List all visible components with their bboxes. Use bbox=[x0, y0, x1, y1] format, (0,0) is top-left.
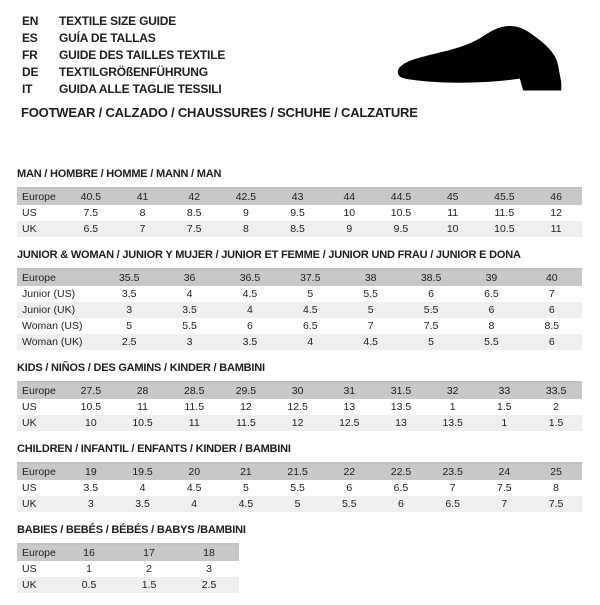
table-row bbox=[17, 302, 582, 318]
size-cell: 6.5 bbox=[83, 223, 99, 235]
size-cell: 5 bbox=[242, 482, 249, 494]
size-cell: 3 bbox=[126, 304, 133, 316]
size-cell: 7.5 bbox=[548, 498, 564, 510]
size-cell: 4.5 bbox=[363, 336, 378, 348]
size-cell: 9 bbox=[242, 207, 249, 219]
table-row bbox=[17, 205, 582, 221]
size-table bbox=[17, 462, 582, 512]
size-cell: 1 bbox=[86, 563, 92, 575]
size-cell: 6 bbox=[548, 336, 555, 348]
size-cell: 1 bbox=[501, 417, 508, 429]
row-label: US bbox=[22, 563, 37, 575]
size-cell: 12.5 bbox=[287, 401, 308, 413]
size-cell: 7 bbox=[139, 223, 146, 235]
size-cell: 7.5 bbox=[423, 320, 439, 332]
size-cell: 12.5 bbox=[339, 417, 360, 429]
size-cell: 10 bbox=[343, 207, 356, 219]
row-label: Europe bbox=[22, 385, 56, 397]
table-row bbox=[17, 399, 582, 415]
size-cell: 12 bbox=[240, 401, 252, 413]
size-cell: 1.5 bbox=[548, 417, 564, 429]
size-cell: 4.5 bbox=[303, 304, 318, 316]
size-cell: 6 bbox=[428, 288, 434, 300]
size-cell: 11 bbox=[188, 417, 200, 429]
size-cell: 33.5 bbox=[545, 385, 567, 397]
language-row bbox=[22, 64, 225, 81]
table-row bbox=[17, 415, 582, 431]
size-cell: 30 bbox=[291, 385, 304, 397]
size-cell: 5 bbox=[126, 320, 133, 332]
size-cell: 7.5 bbox=[186, 223, 202, 235]
size-cell: 10.5 bbox=[390, 207, 412, 219]
dress-shoe-icon bbox=[393, 22, 583, 100]
size-table bbox=[17, 268, 582, 350]
size-cell: 27.5 bbox=[80, 385, 102, 397]
table-title: KIDS / NIÑOS / DES GAMINS / KINDER / BAMBINI bbox=[17, 362, 265, 374]
size-cell: 3.5 bbox=[182, 304, 197, 316]
row-label: UK bbox=[22, 498, 37, 510]
size-cell: 3.5 bbox=[121, 288, 137, 300]
size-cell: 6 bbox=[548, 304, 555, 316]
size-cell: 8.5 bbox=[544, 320, 560, 332]
size-cell: 5.5 bbox=[484, 336, 499, 348]
size-cell: 2.5 bbox=[201, 579, 217, 591]
size-table-section bbox=[17, 249, 585, 350]
size-cell: 11.5 bbox=[184, 401, 205, 413]
row-label: Europe bbox=[22, 466, 56, 478]
language-row bbox=[22, 81, 225, 98]
size-cell: 10 bbox=[446, 223, 459, 235]
size-cell: 4 bbox=[186, 288, 193, 300]
size-cell: 2 bbox=[146, 563, 152, 575]
size-cell: 28 bbox=[136, 385, 149, 397]
language-code: IT bbox=[22, 82, 33, 96]
size-cell: 11 bbox=[447, 207, 459, 219]
language-code: ES bbox=[22, 31, 38, 45]
row-label: Woman (US) bbox=[22, 320, 83, 332]
size-cell: 13 bbox=[343, 401, 356, 413]
size-cell: 16 bbox=[83, 547, 95, 559]
table-title: BABIES / BEBÉS / BÉBÉS / BABYS /BAMBINI bbox=[17, 524, 246, 536]
size-cell: 3.5 bbox=[83, 482, 99, 494]
size-cell: 8 bbox=[488, 320, 495, 332]
size-cell: 8 bbox=[139, 207, 146, 219]
size-cell: 37.5 bbox=[300, 272, 321, 284]
size-cell: 8.5 bbox=[186, 207, 202, 219]
size-cell: 19 bbox=[85, 466, 97, 478]
size-cell: 7 bbox=[367, 320, 374, 332]
size-cell: 6.5 bbox=[303, 320, 318, 332]
size-cell: 35.5 bbox=[118, 272, 140, 284]
row-label: Woman (UK) bbox=[22, 336, 83, 348]
size-cell: 8.5 bbox=[290, 223, 305, 235]
size-cell: 4 bbox=[307, 336, 314, 348]
size-cell: 11 bbox=[550, 223, 562, 235]
table-title: MAN / HOMBRE / HOMME / MANN / MAN bbox=[17, 168, 222, 180]
size-cell: 3 bbox=[206, 563, 212, 575]
size-table-section bbox=[17, 443, 585, 512]
size-cell: 13.5 bbox=[442, 417, 463, 429]
size-cell: 22 bbox=[343, 466, 356, 478]
size-cell: 20 bbox=[188, 466, 201, 478]
table-row bbox=[17, 480, 582, 496]
row-label: US bbox=[22, 482, 37, 494]
size-cell: 6 bbox=[346, 482, 353, 494]
language-row bbox=[22, 47, 225, 64]
size-cell: 5.5 bbox=[182, 320, 197, 332]
table-row bbox=[17, 188, 582, 205]
size-cell: 5 bbox=[367, 304, 374, 316]
size-cell: 17 bbox=[143, 547, 155, 559]
size-cell: 19.5 bbox=[132, 466, 153, 478]
size-cell: 7 bbox=[449, 482, 456, 494]
table-row bbox=[17, 334, 582, 350]
row-label: US bbox=[22, 207, 37, 219]
size-cell: 18 bbox=[203, 547, 215, 559]
table-row bbox=[17, 269, 582, 286]
row-label: UK bbox=[22, 417, 37, 429]
size-cell: 10.5 bbox=[80, 401, 102, 413]
size-table bbox=[17, 187, 582, 237]
size-cell: 43 bbox=[291, 191, 304, 203]
size-cell: 44 bbox=[343, 191, 356, 203]
row-label: US bbox=[22, 401, 37, 413]
table-title: CHILDREN / INFANTIL / ENFANTS / KINDER / BAMBINI bbox=[17, 443, 291, 455]
size-cell: 22.5 bbox=[390, 466, 412, 478]
size-cell: 5.5 bbox=[341, 498, 357, 510]
size-cell: 5.5 bbox=[423, 304, 439, 316]
size-cell: 32 bbox=[446, 385, 459, 397]
size-cell: 6 bbox=[247, 320, 253, 332]
size-cell: 42.5 bbox=[235, 191, 257, 203]
size-table-section bbox=[17, 168, 585, 237]
size-cell: 3 bbox=[87, 498, 94, 510]
size-cell: 6.5 bbox=[445, 498, 460, 510]
table-row bbox=[17, 318, 582, 334]
language-code: EN bbox=[22, 14, 39, 28]
size-cell: 39 bbox=[485, 272, 498, 284]
table-row bbox=[17, 496, 582, 512]
size-cell: 4 bbox=[191, 498, 198, 510]
size-cell: 11.5 bbox=[236, 417, 256, 429]
size-cell: 10.5 bbox=[132, 417, 153, 429]
row-label: UK bbox=[22, 223, 37, 235]
size-cell: 36.5 bbox=[239, 272, 261, 284]
table-row bbox=[17, 544, 239, 561]
size-cell: 45.5 bbox=[494, 191, 515, 203]
size-cell: 29.5 bbox=[235, 385, 257, 397]
language-code: DE bbox=[22, 65, 39, 79]
table-row bbox=[17, 286, 582, 302]
row-label: Junior (US) bbox=[22, 288, 76, 300]
row-label: Junior (UK) bbox=[22, 304, 76, 316]
size-table bbox=[17, 543, 239, 593]
table-row bbox=[17, 577, 239, 593]
size-cell: 21 bbox=[240, 466, 252, 478]
size-cell: 10 bbox=[85, 417, 97, 429]
size-cell: 25 bbox=[550, 466, 562, 478]
size-cell: 6.5 bbox=[393, 482, 409, 494]
size-cell: 6 bbox=[398, 498, 404, 510]
size-cell: 4 bbox=[139, 482, 146, 494]
size-cell: 10.5 bbox=[494, 223, 515, 235]
size-cell: 6.5 bbox=[484, 288, 499, 300]
size-table-section bbox=[17, 524, 585, 593]
size-cell: 31.5 bbox=[390, 385, 412, 397]
row-label: UK bbox=[22, 579, 37, 591]
size-cell: 44.5 bbox=[390, 191, 412, 203]
size-cell: 11.5 bbox=[494, 207, 515, 219]
size-cell: 12 bbox=[550, 207, 562, 219]
size-cell: 4.5 bbox=[242, 288, 258, 300]
table-row bbox=[17, 221, 582, 237]
size-table bbox=[17, 381, 582, 431]
size-cell: 3 bbox=[186, 336, 193, 348]
size-cell: 24 bbox=[498, 466, 511, 478]
language-text: GUIDE DES TAILLES TEXTILE bbox=[59, 48, 226, 62]
dress-shoe-path bbox=[398, 26, 562, 90]
size-cell: 4.5 bbox=[186, 482, 202, 494]
size-cell: 42 bbox=[188, 191, 201, 203]
size-cell: 9 bbox=[346, 223, 353, 235]
size-cell: 21.5 bbox=[287, 466, 308, 478]
size-cell: 7.5 bbox=[497, 482, 512, 494]
size-cell: 5 bbox=[294, 498, 301, 510]
size-table-section bbox=[17, 362, 585, 431]
size-cell: 38 bbox=[364, 272, 377, 284]
language-text: GUÍA DE TALLAS bbox=[59, 31, 156, 45]
table-row bbox=[17, 463, 582, 480]
size-cell: 3.5 bbox=[242, 336, 258, 348]
table-title: JUNIOR & WOMAN / JUNIOR Y MUJER / JUNIOR ET FEMME / JUNIOR UND FRAU / JUNIOR E DONA bbox=[17, 249, 521, 261]
row-label: Europe bbox=[22, 272, 56, 284]
language-text: TEXTILE SIZE GUIDE bbox=[59, 14, 177, 28]
size-cell: 11 bbox=[137, 401, 148, 413]
size-cell: 5.5 bbox=[290, 482, 305, 494]
size-cell: 3.5 bbox=[135, 498, 150, 510]
tables-container bbox=[17, 168, 585, 605]
size-cell: 33 bbox=[498, 385, 511, 397]
size-cell: 1 bbox=[449, 401, 456, 413]
language-code: FR bbox=[22, 48, 38, 62]
size-cell: 7.5 bbox=[83, 207, 99, 219]
table-row bbox=[17, 561, 239, 577]
size-cell: 5 bbox=[428, 336, 434, 348]
size-cell: 45 bbox=[446, 191, 459, 203]
size-cell: 8 bbox=[242, 223, 249, 235]
size-cell: 7 bbox=[548, 288, 555, 300]
size-cell: 13.5 bbox=[390, 401, 412, 413]
size-cell: 4.5 bbox=[238, 498, 254, 510]
row-label: Europe bbox=[22, 547, 56, 559]
size-cell: 1.5 bbox=[497, 401, 512, 413]
size-cell: 13 bbox=[395, 417, 407, 429]
size-cell: 9.5 bbox=[290, 207, 305, 219]
size-cell: 28.5 bbox=[184, 385, 205, 397]
language-row bbox=[22, 30, 225, 47]
size-cell: 40.5 bbox=[80, 191, 102, 203]
size-cell: 31 bbox=[343, 385, 356, 397]
size-cell: 1.5 bbox=[141, 579, 157, 591]
category-heading: FOOTWEAR / CALZADO / CHAUSSURES / SCHUHE / CALZATURE bbox=[21, 105, 418, 120]
size-cell: 12 bbox=[291, 417, 304, 429]
size-cell: 7 bbox=[501, 498, 508, 510]
size-cell: 5.5 bbox=[363, 288, 378, 300]
size-cell: 6 bbox=[488, 304, 495, 316]
size-cell: 36 bbox=[183, 272, 196, 284]
language-list bbox=[22, 13, 225, 98]
size-cell: 8 bbox=[553, 482, 560, 494]
language-text: GUIDA ALLE TAGLIE TESSILI bbox=[59, 82, 222, 96]
size-cell: 23.5 bbox=[442, 466, 463, 478]
language-text: TEXTILGRÖßENFÜHRUNG bbox=[59, 65, 208, 79]
size-cell: 2 bbox=[553, 401, 560, 413]
table-row bbox=[17, 382, 582, 399]
language-row bbox=[22, 13, 225, 30]
size-cell: 9.5 bbox=[393, 223, 409, 235]
size-cell: 5 bbox=[307, 288, 314, 300]
size-cell: 46 bbox=[550, 191, 562, 203]
size-cell: 40 bbox=[545, 272, 558, 284]
row-label: Europe bbox=[22, 191, 56, 203]
size-cell: 2.5 bbox=[121, 336, 137, 348]
size-cell: 41 bbox=[136, 191, 149, 203]
size-cell: 4 bbox=[247, 304, 253, 316]
size-cell: 0.5 bbox=[81, 579, 97, 591]
size-cell: 38.5 bbox=[420, 272, 442, 284]
